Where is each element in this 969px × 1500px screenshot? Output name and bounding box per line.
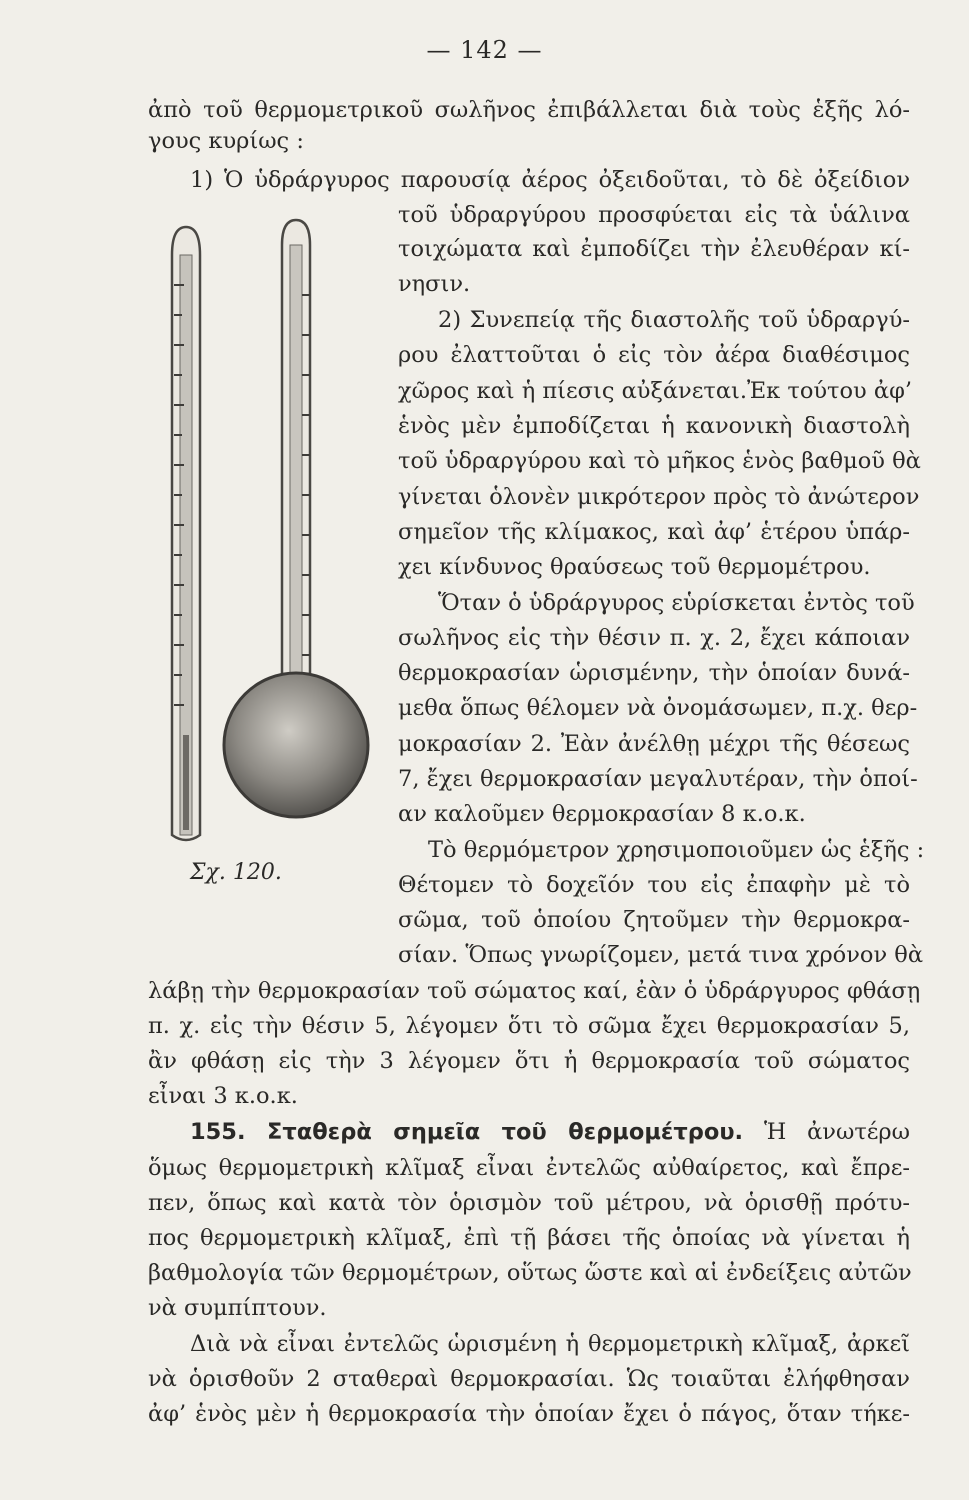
thermometer-tube-icon: [172, 227, 200, 840]
text-line: αν καλοῦμεν θερμοκρασίαν 8 κ.ο.κ.: [398, 801, 806, 827]
text-line: νὰ ὁρισθοῦν 2 σταθεραὶ θερμοκρασίαι. Ὡς τοιαῦται ἐλήφθησαν: [148, 1366, 910, 1392]
text-line: τοιχώματα καὶ ἐμποδίζει τὴν ἐλευθέραν κί-: [398, 236, 910, 262]
text-line: 7, ἔχει θερμοκρασίαν μεγαλυτέραν, τὴν ὁποί-: [398, 766, 918, 792]
text-line: μεθα ὅπως θέλομεν νὰ ὀνομάσωμεν, π.χ. θερ-: [398, 695, 918, 721]
figure-caption: Σχ. 120.: [190, 860, 282, 885]
page-number: — 142 —: [426, 36, 543, 64]
text-line: π. χ. εἰς τὴν θέσιν 5, λέγομεν ὅτι τὸ σῶμα ἔχει θερμοκρασίαν 5,: [148, 1013, 910, 1039]
text-line: χει κίνδυνος θραύσεως τοῦ θερμομέτρου.: [398, 554, 871, 580]
text-line: γίνεται ὁλονὲν μικρότερον πρὸς τὸ ἀνώτερον: [398, 484, 920, 510]
text-line: σημεῖον τῆς κλίμακος, καὶ ἀφ’ ἑτέρου ὑπάρ-: [398, 519, 910, 545]
text-line: σίαν. Ὅπως γνωρίζομεν, μετά τινα χρόνον θὰ: [398, 942, 924, 968]
text-line: Διὰ νὰ εἶναι ἐντελῶς ὡρισμένη ἡ θερμομετρικὴ κλῖμαξ, ἀρκεῖ: [190, 1331, 910, 1357]
text-line: θερμοκρασίαν ὡρισμένην, τὴν ὁποίαν δυνά-: [398, 660, 910, 686]
text-line: τοῦ ὑδραργύρου προσφύεται εἰς τὰ ὑάλινα: [398, 202, 910, 228]
text-line: ἀφ’ ἑνὸς μὲν ἡ θερμοκρασία τὴν ὁποίαν ἔχει ὁ πάγος, ὅταν τήκε-: [148, 1401, 910, 1427]
text-line: νὰ συμπίπτουν.: [148, 1295, 327, 1321]
text-line: γους κυρίως :: [148, 128, 304, 154]
text-line: 2) Συνεπείᾳ τῆς διαστολῆς τοῦ ὑδραργύ-: [438, 307, 910, 333]
text-line: χῶρος καὶ ἡ πίεσις αὐξάνεται.Ἐκ τούτου ἀφ’: [398, 378, 912, 404]
text-line: ἂν φθάσῃ εἰς τὴν 3 λέγομεν ὅτι ἡ θερμοκρασία τοῦ σώματος: [148, 1048, 910, 1074]
text-line: ἀπὸ τοῦ θερμομετρικοῦ σωλῆνος ἐπιβάλλεται διὰ τοὺς ἑξῆς λό-: [148, 97, 910, 123]
text-line: ὅμως θερμομετρικὴ κλῖμαξ εἶναι ἐντελῶς αὐθαίρετος, καὶ ἔπρε-: [148, 1155, 910, 1181]
text-line: μοκρασίαν 2. Ἐὰν ἀνέλθῃ μέχρι τῆς θέσεως: [398, 731, 910, 757]
text-line: εἶναι 3 κ.ο.κ.: [148, 1083, 298, 1109]
thermometer-bulb-icon: [224, 220, 368, 817]
text-line: βαθμολογία τῶν θερμομέτρων, οὕτως ὥστε καὶ αἱ ἐνδείξεις αὐτῶν: [148, 1260, 912, 1286]
text-line: ρου ἐλαττοῦται ὁ εἰς τὸν ἀέρα διαθέσιμος: [398, 342, 910, 368]
text-line: Θέτομεν τὸ δοχεῖόν του εἰς ἐπαφὴν μὲ τὸ: [398, 872, 910, 898]
text-line: Τὸ θερμόμετρον χρησιμοποιοῦμεν ὡς ἑξῆς :: [428, 837, 925, 863]
text-line: πεν, ὅπως καὶ κατὰ τὸν ὁρισμὸν τοῦ μέτρου, νὰ ὁρισθῇ πρότυ-: [148, 1190, 910, 1216]
text-span: Ἡ ἀνωτέρω: [763, 1119, 911, 1145]
text-line: τοῦ ὑδραργύρου καὶ τὸ μῆκος ἑνὸς βαθμοῦ θὰ: [398, 448, 921, 474]
text-line: ἑνὸς μὲν ἐμποδίζεται ἡ κανονικὴ διαστολὴ: [398, 413, 910, 439]
text-line: λάβῃ τὴν θερμοκρασίαν τοῦ σώματος καί, ἐὰν ὁ ὑδράργυρος φθάσῃ: [148, 978, 921, 1004]
text-line: 1) Ὁ ὑδράργυρος παρουσίᾳ ἀέρος ὀξειδοῦται, τὸ δὲ ὀξείδιον: [190, 167, 910, 193]
text-line: σωλῆνος εἰς τὴν θέσιν π. χ. 2, ἔχει κάποιαν: [398, 625, 910, 651]
section-heading-line: [190, 1118, 910, 1146]
text-line: νησιν.: [398, 271, 471, 297]
section-heading: 155. Σταθερὰ σημεῖα τοῦ θερμομέτρου.: [190, 1119, 744, 1145]
text-line: Ὅταν ὁ ὑδράργυρος εὑρίσκεται ἐντὸς τοῦ: [438, 590, 915, 616]
text-line: πος θερμομετρικὴ κλῖμαξ, ἐπὶ τῇ βάσει τῆς ὁποίας νὰ γίνεται ἡ: [148, 1225, 910, 1251]
text-line: σῶμα, τοῦ ὁποίου ζητοῦμεν τὴν θερμοκρα-: [398, 907, 910, 933]
